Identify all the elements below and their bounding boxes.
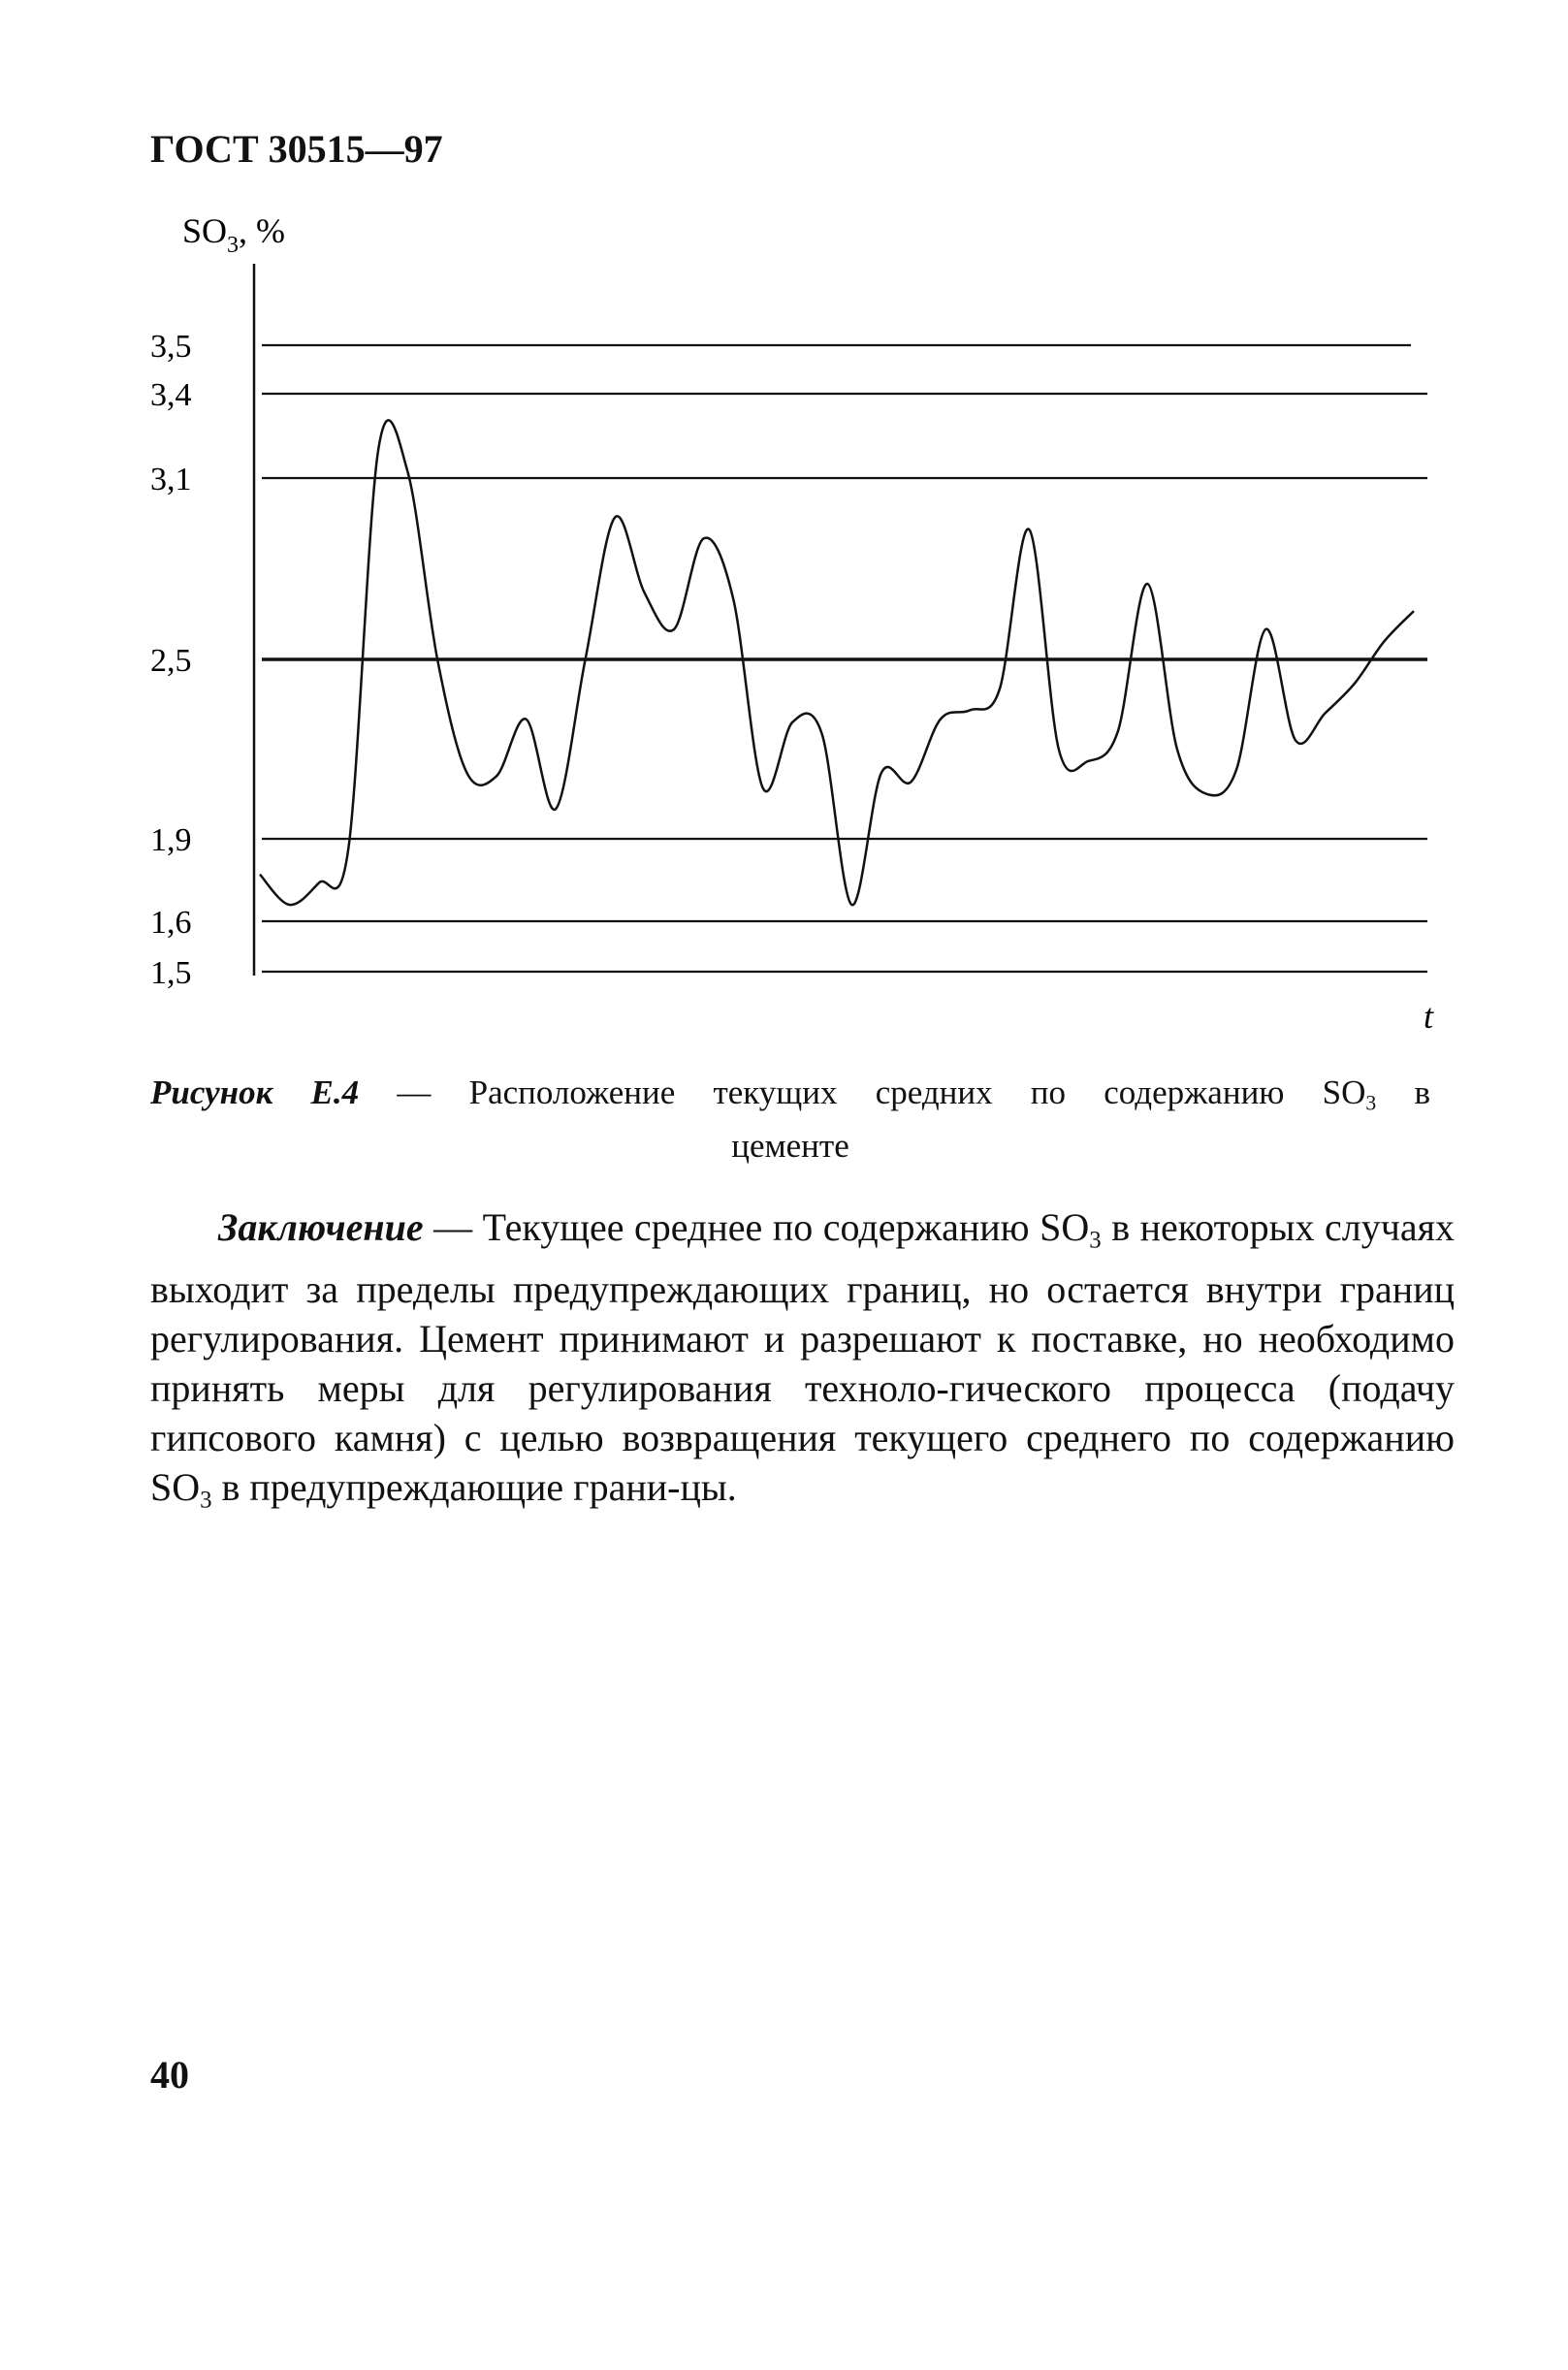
y-tick-labels <box>150 329 192 991</box>
series-running-mean <box>260 420 1414 905</box>
y-axis-label: $SO_3$, % <box>182 211 286 258</box>
so3-control-chart <box>126 204 1484 1057</box>
y-tick-label: 3,1 <box>150 462 192 497</box>
caption-line-2: цементе <box>731 1126 849 1165</box>
y-tick-label: 2,5 <box>150 643 192 679</box>
y-tick-label: 3,4 <box>150 377 192 413</box>
page-number: 40 <box>150 2053 189 2097</box>
figure-caption <box>150 1072 1430 1168</box>
conclusion-label: Заключение <box>218 1205 424 1249</box>
y-tick-label: 1,5 <box>150 955 192 991</box>
conclusion-subscript-1: 3 <box>1089 1227 1102 1254</box>
caption-text-end: в <box>1376 1073 1430 1111</box>
caption-line-1 <box>150 1072 1430 1125</box>
conclusion-text-1: — Текущее среднее по содержанию SO <box>423 1205 1090 1249</box>
conclusion-text-2: в некоторых случаях выходит за пределы предупреждающих границ, но остается внутри границ регулирования. Цемент принимают и разрешают к поставке, но необходимо принять меры для регулирования техноло-гического процесса (подачу гипсового камня) с целью возвращения текущего среднего по содержанию SO <box>150 1205 1456 1510</box>
y-tick-label: 3,5 <box>150 329 192 365</box>
document-code-header: ГОСТ 30515—97 <box>150 127 443 171</box>
caption-text: — Расположение текущих средних по содержанию SO <box>359 1073 1366 1111</box>
x-axis-label: t <box>1424 997 1434 1036</box>
conclusion-paragraph <box>150 1202 1455 1525</box>
caption-subscript: 3 <box>1365 1091 1377 1115</box>
conclusion-text-3: в предупреждающие грани-цы. <box>211 1465 737 1510</box>
y-tick-label: 1,9 <box>150 822 192 858</box>
caption-label: Рисунок Е.4 <box>150 1073 360 1111</box>
y-tick-label: 1,6 <box>150 905 192 941</box>
conclusion-subscript-2: 3 <box>200 1487 212 1514</box>
running-mean-line <box>260 420 1414 905</box>
